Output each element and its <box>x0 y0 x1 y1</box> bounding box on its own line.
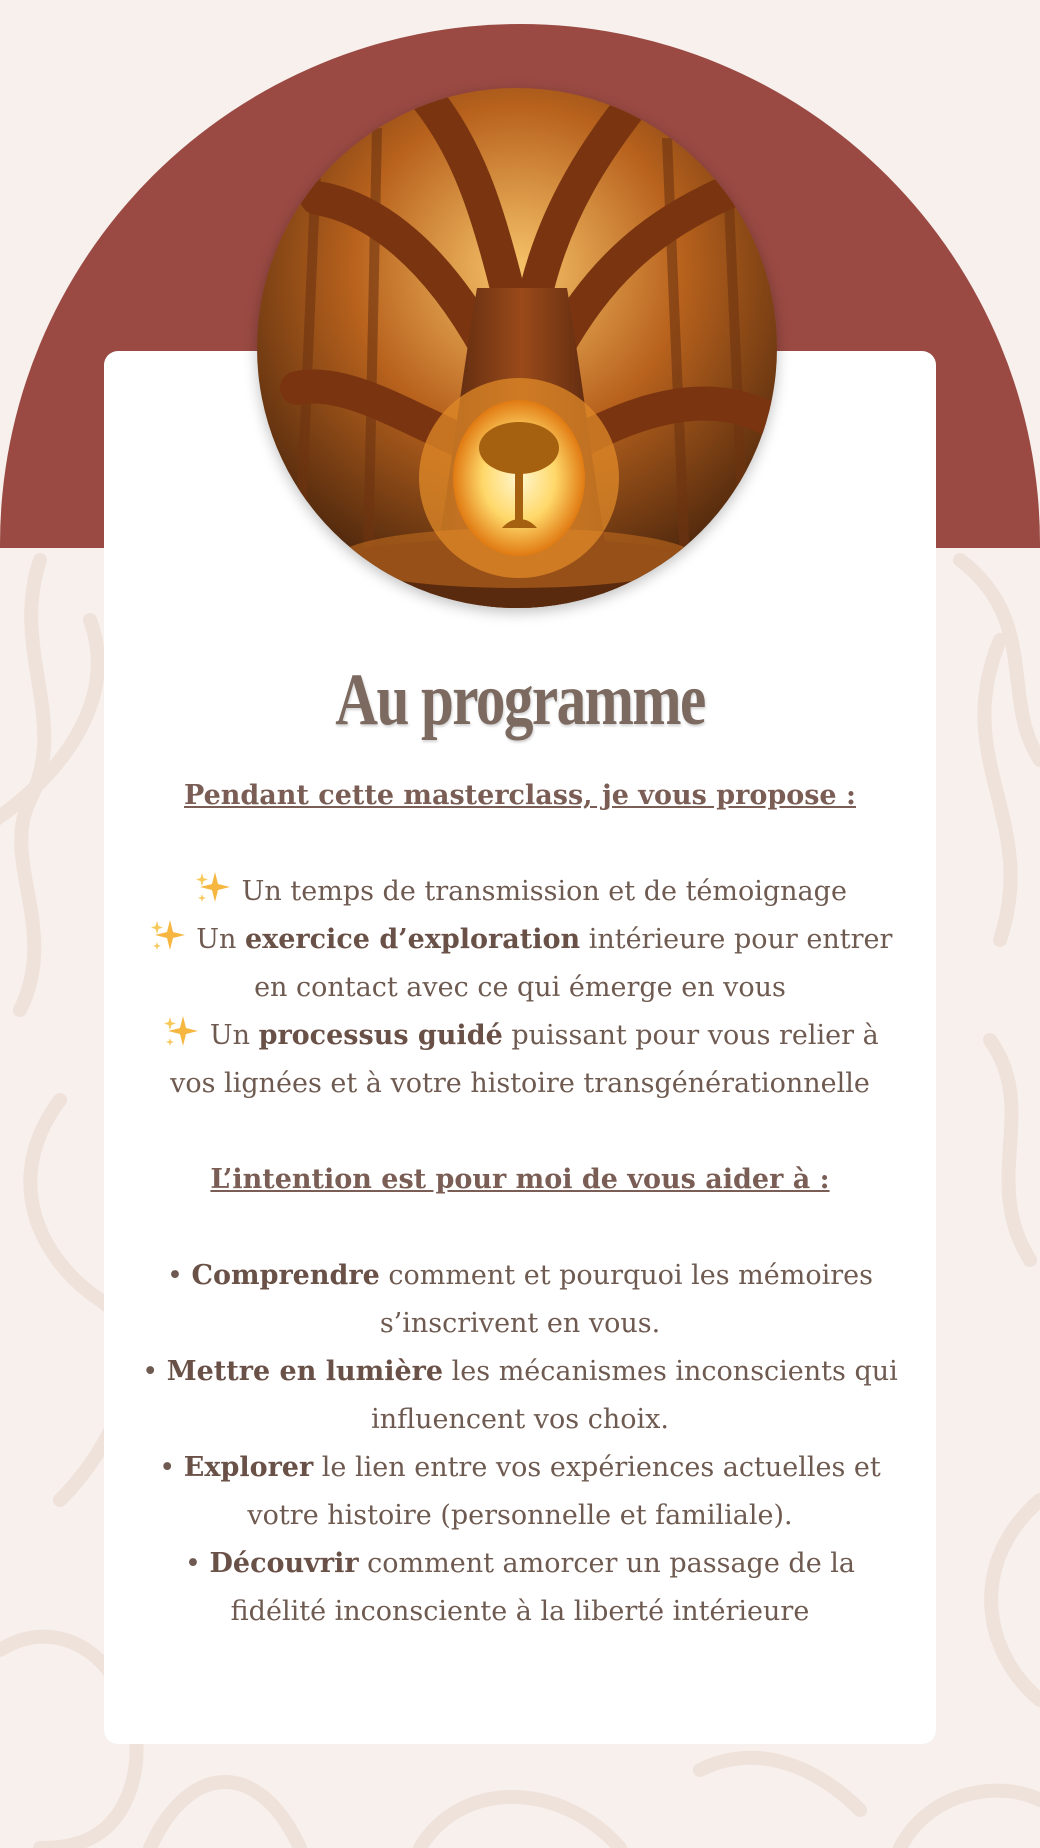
list-item: • Mettre en lumière les mécanismes inconscients qui influencent vos choix. <box>142 1356 898 1435</box>
list-item: • Comprendre comment et pourquoi les mémoires s’inscrivent en vous. <box>166 1260 873 1339</box>
offer-list <box>104 868 936 1108</box>
list-item: • Explorer le lien entre vos expériences actuelles et votre histoire (personnelle et familiale). <box>159 1452 881 1531</box>
sparkles-icon <box>193 868 233 908</box>
list-item: Un temps de transmission et de témoignage <box>140 868 900 916</box>
intro-heading: Pendant cette masterclass, je vous propose : <box>184 780 856 811</box>
list-item: Un processus guidé puissant pour vous relier à vos lignées et à votre histoire transgénérationnelle <box>140 1012 900 1108</box>
sparkles-icon <box>148 916 188 956</box>
program-section <box>104 650 936 1636</box>
hero-image <box>257 88 777 608</box>
list-item: • Découvrir comment amorcer un passage de la fidélité inconsciente à la liberté intérieure <box>185 1548 855 1627</box>
intention-heading: L’intention est pour moi de vous aider à : <box>210 1164 830 1195</box>
goals-list <box>104 1252 936 1636</box>
section-title: Au programme <box>335 659 705 741</box>
glowing-tree-icon <box>257 88 777 608</box>
list-item: Un exercice d’exploration intérieure pour entrer en contact avec ce qui émerge en vous <box>140 916 900 1012</box>
sparkles-icon <box>161 1012 201 1052</box>
